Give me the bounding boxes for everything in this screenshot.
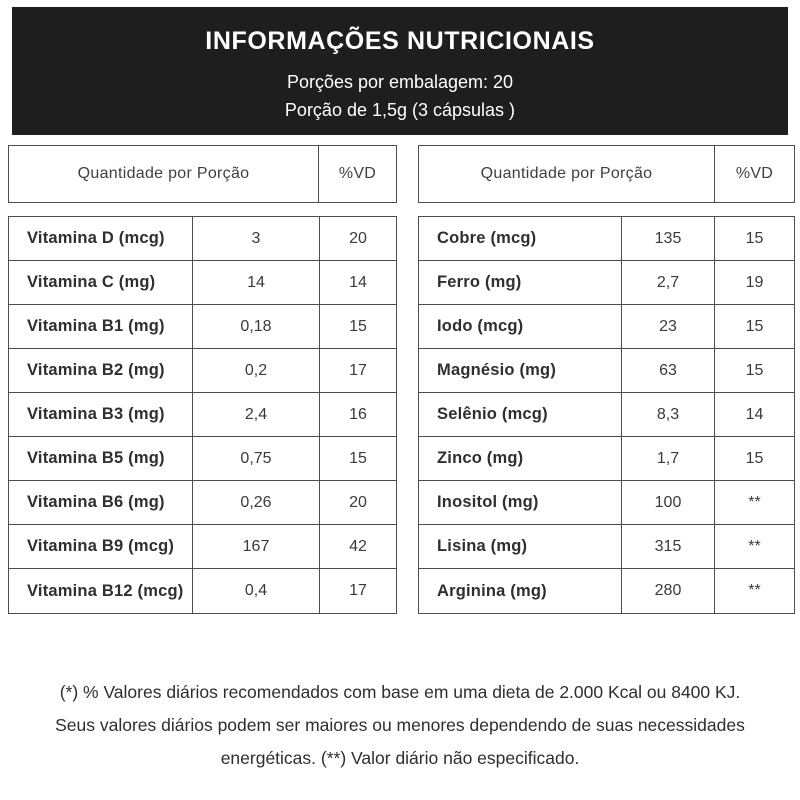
nutrient-dv-value: 20 xyxy=(349,229,367,247)
nutrient-dv-value: 14 xyxy=(745,405,764,423)
table-row xyxy=(419,217,794,261)
nutrient-amount: 280 xyxy=(622,569,715,613)
nutrient-amount: 63 xyxy=(622,349,715,392)
nutrient-amount: 315 xyxy=(622,525,715,568)
nutrient-dv-value: 19 xyxy=(745,273,764,291)
nutrient-name: Vitamina B9 (mcg) xyxy=(9,525,193,568)
nutrient-name: Zinco (mg) xyxy=(419,437,622,480)
nutrient-name: Vitamina B12 (mcg) xyxy=(9,569,193,613)
minerals-table-header xyxy=(418,145,795,203)
nutrient-amount: 14 xyxy=(193,261,320,304)
nutrient-name: Iodo (mcg) xyxy=(419,305,622,348)
nutrient-dv-value: 15 xyxy=(745,361,764,379)
table-row xyxy=(9,569,396,613)
nutrient-amount: 0,26 xyxy=(193,481,320,524)
nutrient-dv-value: ** xyxy=(748,493,761,511)
nutrient-dv-value: 15 xyxy=(745,449,764,467)
nutrient-name: Magnésio (mg) xyxy=(419,349,622,392)
table-row xyxy=(9,217,396,261)
nutrient-name: Vitamina B5 (mg) xyxy=(9,437,193,480)
nutrient-name: Lisina (mg) xyxy=(419,525,622,568)
table-row xyxy=(419,261,794,305)
nutrient-name: Cobre (mcg) xyxy=(419,217,622,260)
nutrient-amount: 0,75 xyxy=(193,437,320,480)
nutrient-name: Vitamina B3 (mg) xyxy=(9,393,193,436)
nutrient-amount: 167 xyxy=(193,525,320,568)
nutrient-name: Vitamina D (mcg) xyxy=(9,217,193,260)
vitamins-table-body xyxy=(8,216,397,614)
nutrient-amount: 1,7 xyxy=(622,437,715,480)
minerals-table xyxy=(418,145,795,614)
table-row xyxy=(419,305,794,349)
vitamins-table-header xyxy=(8,145,397,203)
nutrient-amount: 0,18 xyxy=(193,305,320,348)
table-row xyxy=(9,393,396,437)
percent-dv-header: %VD xyxy=(735,165,774,182)
nutrient-dv-value: 14 xyxy=(349,273,367,291)
nutrient-name: Vitamina B6 (mg) xyxy=(9,481,193,524)
table-row xyxy=(9,349,396,393)
footnote xyxy=(0,676,800,775)
nutrient-name: Inositol (mg) xyxy=(419,481,622,524)
nutrition-tables xyxy=(8,145,792,614)
nutrient-name: Vitamina B2 (mg) xyxy=(9,349,193,392)
table-row xyxy=(419,349,794,393)
table-row xyxy=(9,481,396,525)
table-row xyxy=(419,525,794,569)
nutrient-name: Selênio (mcg) xyxy=(419,393,622,436)
table-row xyxy=(9,525,396,569)
nutrient-amount: 0,4 xyxy=(193,569,320,613)
table-row xyxy=(9,261,396,305)
footnote-line: Seus valores diários podem ser maiores ou menores dependendo de suas necessidades xyxy=(55,715,745,735)
nutrient-dv-value: 42 xyxy=(349,537,367,555)
percent-dv-header: %VD xyxy=(338,165,377,182)
nutrient-name: Arginina (mg) xyxy=(419,569,622,613)
nutrient-dv-value: 17 xyxy=(349,361,367,379)
nutrient-name: Vitamina B1 (mg) xyxy=(9,305,193,348)
footnote-line: energéticas. (**) Valor diário não especificado. xyxy=(220,748,580,768)
serving-size: Porção de 1,5g (3 cápsulas ) xyxy=(284,100,516,120)
table-row xyxy=(419,393,794,437)
nutrient-name: Vitamina C (mg) xyxy=(9,261,193,304)
nutrient-dv-value: 16 xyxy=(349,405,367,423)
nutrient-amount: 100 xyxy=(622,481,715,524)
nutrient-dv-value: ** xyxy=(748,537,761,555)
nutrient-amount: 0,2 xyxy=(193,349,320,392)
banner-title: INFORMAÇÕES NUTRICIONAIS xyxy=(205,27,595,55)
table-row xyxy=(9,305,396,349)
nutrient-dv-value: 15 xyxy=(745,229,764,247)
nutrient-amount: 8,3 xyxy=(622,393,715,436)
nutrient-amount: 3 xyxy=(193,217,320,260)
nutrient-amount: 2,4 xyxy=(193,393,320,436)
nutrition-banner xyxy=(12,7,788,135)
nutrient-dv-value: 15 xyxy=(349,317,367,335)
table-row xyxy=(419,569,794,613)
nutrient-amount: 2,7 xyxy=(622,261,715,304)
table-row xyxy=(419,437,794,481)
minerals-table-body xyxy=(418,216,795,614)
table-row xyxy=(9,437,396,481)
nutrient-dv-value: 20 xyxy=(349,493,367,511)
nutrient-dv-value: ** xyxy=(748,582,761,599)
nutrient-amount: 135 xyxy=(622,217,715,260)
nutrient-dv-value: 15 xyxy=(745,317,764,335)
nutrient-dv-value: 17 xyxy=(349,582,367,599)
nutrient-dv-value: 15 xyxy=(349,449,367,467)
nutrient-name: Ferro (mg) xyxy=(419,261,622,304)
quantity-per-serving-header: Quantidade por Porção xyxy=(419,146,715,202)
servings-per-package: Porções por embalagem: 20 xyxy=(286,72,514,92)
quantity-per-serving-header: Quantidade por Porção xyxy=(9,146,319,202)
vitamins-table xyxy=(8,145,397,614)
table-row xyxy=(419,481,794,525)
nutrient-amount: 23 xyxy=(622,305,715,348)
footnote-line: (*) % Valores diários recomendados com base em uma dieta de 2.000 Kcal ou 8400 KJ. xyxy=(59,682,741,702)
